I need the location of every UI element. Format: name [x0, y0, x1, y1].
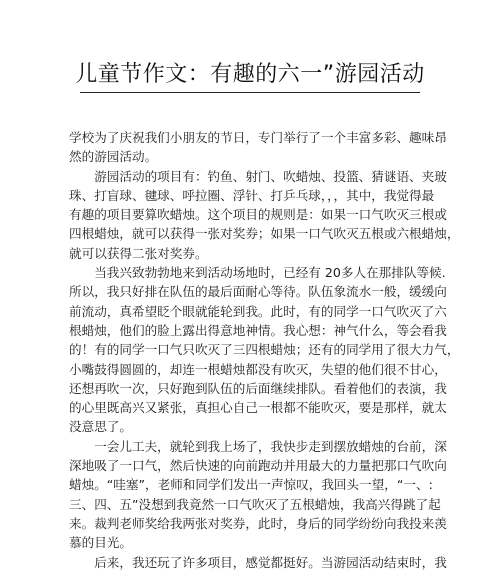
document-title: 儿童节作文：有趣的六一”游园活动 — [75, 62, 425, 87]
essay-body — [69, 128, 460, 572]
text-line: 还想再吹一次，只好跑到队伍的后面继续排队。看着他们的表演，我 — [69, 380, 447, 396]
text-line: 慕的目光。 — [69, 535, 132, 551]
text-line: 三、四、五”没想到我竟然一口气吹灭了五根蜡烛，我高兴得跳了起 — [69, 496, 441, 512]
text-line: 根蜡烛，他们的脸上露出得意地神情。我心想：神气什么，等会看我 — [69, 322, 447, 338]
text-line: 的心里既高兴又紧张，真担心自己一根都不能吹灭，要是那样，就太 — [69, 400, 447, 416]
text-line: 当我兴致勃勃地来到活动场地时，已经有 20多人在那排队等候. — [69, 265, 446, 281]
text-line: 四根蜡烛，就可以获得一张对奖券；如果一口气吹灭五根或六根蜡烛， — [69, 226, 460, 242]
text-line: 小嘴鼓得圆圆的，却连一根蜡烛都没有吹灭，失望的他们很不甘心， — [69, 361, 447, 377]
text-line: 然的游园活动。 — [69, 149, 158, 165]
text-line: 游园活动的项目有：钓鱼、射门、吹蜡烛、投篮、猜谜语、夹玻 — [69, 168, 447, 184]
text-line: 一会儿工夫，就轮到我上场了，我快步走到摆放蜡烛的台前，深 — [69, 438, 447, 454]
text-line: 深地吸了一口气，然后快速的向前跑动并用最大的力量把那口气吹向 — [69, 458, 447, 474]
text-line: 所以，我只好排在队伍的最后面耐心等待。队伍象流水一般，缓缓向 — [69, 284, 447, 300]
text-line: 就可以获得二张对奖券。 — [69, 245, 208, 261]
title-underline — [80, 92, 420, 93]
text-line: 有趣的项目要算吹蜡烛。这个项目的规则是：如果一口气吹灭三根或 — [69, 207, 447, 223]
text-line: 珠、打盲球、毽球、呼拉圈、浮针、打乒乓球，，，其中，我觉得最 — [69, 187, 435, 203]
text-line: 没意思了。 — [69, 419, 132, 435]
text-line: 的！有的同学一口气只吹灭了三四根蜡烛；还有的同学用了很大力气， — [69, 342, 460, 358]
text-line: 蜡烛。“哇塞”，老师和同学们发出一声惊叹，我回头一望，“一、: — [69, 477, 433, 493]
text-line: 前流动，真希望眨个眼就能轮到我。此时，有的同学一口气吹灭了六 — [69, 303, 447, 319]
text-line: 学校为了庆祝我们小朋友的节日，专门举行了一个丰富多彩、趣味昂 — [69, 130, 447, 145]
text-line: 来。裁判老师奖给我两张对奖券，此时，身后的同学纷纷向我投来羡 — [69, 515, 447, 531]
text-line: 后来，我还玩了许多项目，感觉都挺好。当游园活动结束时，我 — [69, 554, 447, 570]
